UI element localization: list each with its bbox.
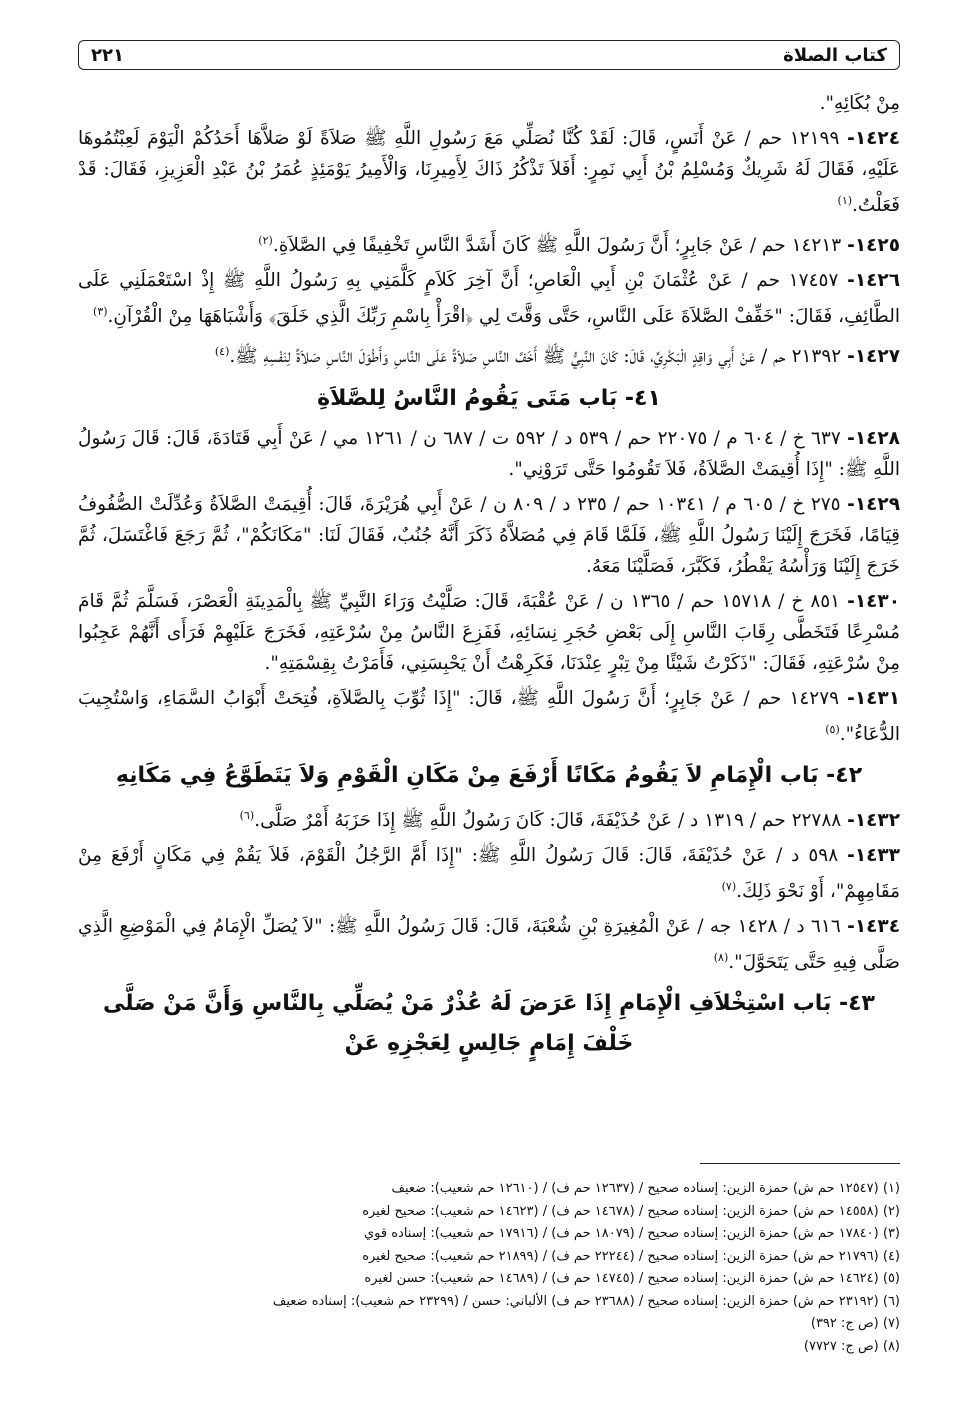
hadith-entry [78, 683, 900, 750]
footnote: (٦) (٢٣١٩٢ حم ش) حمزة الزين: إسناده صحيح / (٢٣٦٨٨ حم ف) الألباني: حسن / (٢٣٢٩٩ حم شعيب): إسناده ضعيف [272, 1293, 900, 1309]
hadith-entry [78, 911, 900, 978]
hadith-text: ٢٢٧٨٨ حم / ١٣١٩ د / عَنْ حُذَيْفَةَ، قَالَ: كَانَ رَسُولُ اللَّهِ ﷺ إِذَا حَزَبَهُ أَمْرٌ صَلَّى. [254, 809, 842, 831]
hadith-entry [78, 586, 900, 679]
hadith-entry [78, 336, 900, 372]
hadith-text: ١٧٤٥٧ حم / عَنْ عُثْمَانَ بْنِ أَبِي الْعَاصِ؛ أَنَّ آخِرَ كَلاَمٍ كَلَّمَنِي بِهِ رَسُولُ اللَّهِ ﷺ إِذْ اسْتَعْمَلَنِي عَلَى الطَّائِفِ، فَقَالَ: "خَفِّفْ الصَّلاَةَ عَلَى النَّاسِ، حَتَّى وَقَّتَ لِي ﴿اقْرَأْ بِاسْمِ رَبِّكَ الَّذِي خَلَقَ﴾ وَأَشْبَاهَهَا مِنْ الْقُرْآنِ. [78, 270, 900, 328]
footnote-separator [700, 1163, 900, 1164]
hadith-number: ١٤٢٤- [847, 128, 900, 149]
footnotes [78, 1178, 900, 1358]
footnote-ref[interactable]: (٢) [258, 234, 273, 248]
footnote-ref[interactable]: (٣) [93, 305, 108, 319]
footnote: (٥) (١٤٦٢٤ حم ش) حمزة الزين: إسناده صحيح / (١٤٧٤٥ حم ف) / (١٤٦٨٩ حم شعيب): حسن لغيره [364, 1271, 900, 1286]
hadith-text: ٢١٣٩٢ حم / عَنْ أَبِي وَاقِدٍ الْبَكْرِيِّ، قَالَ: كَانَ النَّبِيُّ ﷺ أَخَفَّ النَّاسِ صَلاَةً عَلَى النَّاسِ وَأَطْوَلَ النَّاسِ صَلاَةً لِنَفْسِهِ ﷺ. [229, 346, 842, 368]
hadith-entry [78, 489, 900, 582]
footnote-ref[interactable]: (١) [837, 194, 853, 207]
hadith-entry [78, 225, 900, 261]
hadith-number: ١٤٣٤- [847, 916, 900, 938]
hadith-entry [78, 265, 900, 332]
footnote: (٧) (ص ج: ٣٩٢) [810, 1316, 900, 1331]
hadith-text: ٦١٦ د / ١٤٢٨ جه / عَنْ الْمُغِيرَةِ بْنِ شُعْبَةَ، قَالَ: قَالَ رَسُولُ اللَّهِ ﷺ: "لاَ يُصَلِّ الْإِمَامُ فِي الْمَوْضِعِ الَّذِي صَلَّى فِيهِ حَتَّى يَتَحَوَّلَ". [78, 916, 900, 974]
hadith-text: ١٢١٩٩ حم / عَنْ أَنَسٍ، قَالَ: لَقَدْ كُنَّا نُصَلِّي مَعَ رَسُولِ اللَّهِ ﷺ صَلاَةً لَوْ صَلاَّهَا أَحَدُكُمْ الْيَوْمَ لَعِبْتُمُوهَا عَلَيْهِ، فَقَالَ لَهُ شَرِيكٌ وَمُسْلِمُ بْنُ أَبِي نَمِرٍ: أَفَلاَ تَذْكُرُ ذَاكَ لِأَمِيرِنَا، وَالْأَمِيرُ يَوْمَئِذٍ عُمَرُ بْنُ عَبْدِ الْعَزِيزِ، فَقَالَ: قَدْ فَعَلْتُ. [78, 128, 900, 217]
hadith-entry [78, 123, 900, 221]
footnote: (٣) (١٧٨٤٠ حم ش) حمزة الزين: إسناده صحيح / (١٨٠٧٩ حم ف) / (١٧٩١٦ حم شعيب): إسناده قوي [363, 1226, 900, 1241]
footnote: (٤) (٢١٧٩٦ حم ش) حمزة الزين: إسناده صحيح / (٢٢٢٤٤ حم ف) / (٢١٨٩٩ حم شعيب): صحيح لغيره [362, 1248, 900, 1264]
hadith-entry [78, 423, 900, 485]
footnote: (٢) (١٤٥٥٨ حم ش) حمزة الزين: إسناده صحيح / (١٤٦٧٨ حم ف) / (١٤٦٢٣ حم شعيب): صحيح لغيره [362, 1203, 900, 1219]
hadith-number: ١٤٣٣- [847, 844, 900, 866]
footnote: (١) (١٢٥٤٧ حم ش) حمزة الزين: إسناده صحيح / (١٢٦٣٧ حم ف) / (١٢٦١٠ حم شعيب): ضعيف [391, 1181, 900, 1196]
hadith-number: ١٤٣٢- [847, 809, 900, 831]
hadith-number: ١٤٣٠- [847, 590, 900, 612]
footnote-ref[interactable]: (٥) [825, 722, 840, 736]
footnote-ref[interactable]: (٦) [239, 808, 255, 822]
intro-line: مِنْ بُكَائِهِ". [819, 93, 900, 114]
chapter-heading: ٤٣- بَاب اسْتِخْلاَفِ الْإِمَامِ إِذَا عَرَضَ لَهُ عُذْرٌ مَنْ يُصَلِّي بِالنَّاسِ وَأَنَّ مَنْ صَلَّى خَلْفَ إِمَامٍ جَالِسٍ لِعَجْزِهِ عَنْ [103, 991, 875, 1057]
hadith-number: ١٤٣١- [847, 687, 900, 709]
chapter-heading: ٤١- بَاب مَتَى يَقُومُ النَّاسُ لِلصَّلاَةِ [317, 385, 661, 411]
hadith-number: ١٤٢٨- [847, 427, 900, 449]
hadith-text: ٨٥١ خ / ١٥٧١٨ حم / ١٣٦٥ ن / عَنْ عُقْبَةَ، قَالَ: صَلَّيْتُ وَرَاءَ النَّبِيِّ ﷺ بِالْمَدِينَةِ الْعَصْرَ، فَسَلَّمَ ثُمَّ قَامَ مُسْرِعًا فَتَخَطَّى رِقَابَ النَّاسِ إِلَى بَعْضِ حُجَرِ نِسَائِهِ، فَفَزِعَ النَّاسُ مِنْ سُرْعَتِهِ، فَخَرَجَ عَلَيْهِمْ فَرَأَى أَنَّهُمْ عَجِبُوا مِنْ سُرْعَتِهِ، فَقَالَ: "ذَكَرْتُ شَيْئًا مِنْ تِبْرٍ عِنْدَنَا، فَكَرِهْتُ أَنْ يَحْبِسَنِي، فَأَمَرْتُ بِقِسْمَتِهِ". [78, 590, 900, 674]
hadith-entry [78, 800, 900, 836]
hadith-text: ٢٧٥ خ / ٦٠٥ م / ١٠٣٤١ حم / ٢٣٥ د / ٨٠٩ ن / عَنْ أَبِي هُرَيْرَةَ، قَالَ: أُقِيمَتْ الصَّلاَةُ وَعُدِّلَتْ الصُّفُوفُ قِيَامًا، فَخَرَجَ إِلَيْنَا رَسُولُ اللَّهِ ﷺ، فَلَمَّا قَامَ فِي مُصَلاَّهُ ذَكَرَ أَنَّهُ جُنُبٌ، فَقَالَ لَنَا: "مَكَانَكُمْ"، ثُمَّ رَجَعَ فَاغْتَسَلَ، ثُمَّ خَرَجَ إِلَيْنَا وَرَأْسُهُ يَقْطُرُ، فَكَبَّرَ، فَصَلَّيْنَا مَعَهُ. [78, 493, 900, 577]
footnote-ref[interactable]: (٧) [721, 879, 737, 893]
page-number: ٢٢١ [91, 44, 124, 66]
footnote-ref[interactable]: (٨) [713, 951, 729, 965]
page [78, 40, 900, 1068]
hadith-text: ٥٩٨ د / عَنْ حُذَيْفَةَ، قَالَ: قَالَ رَسُولُ اللَّهِ ﷺ: "إِذَا أَمَّ الرَّجُلُ الْقَوْمَ، فَلاَ يَقُمْ فِي مَكَانٍ أَرْفَعَ مِنْ مَقَامِهِمْ"، أَوْ نَحْوَ ذَلِكَ. [78, 844, 900, 903]
footnote: (٨) (ص ج: ٧٧٢٧) [803, 1338, 900, 1354]
hadith-text: ١٤٢٧٩ حم / عَنْ جَابِرٍ؛ أَنَّ رَسُولَ اللَّهِ ﷺ، قَالَ: "إِذَا ثُوِّبَ بِالصَّلاَةِ، فُتِحَتْ أَبْوَابُ السَّمَاءِ، وَاسْتُجِيبَ الدُّعَاءُ". [78, 687, 900, 745]
hadith-text: ١٤٢١٣ حم / عَنْ جَابِرٍ؛ أَنَّ رَسُولَ اللَّهِ ﷺ كَانَ أَشَدَّ النَّاسِ تَخْفِيفًا فِي الصَّلاَةِ. [272, 235, 842, 257]
footnote-ref[interactable]: (٤) [214, 345, 230, 359]
hadith-entry [78, 840, 900, 907]
page-header [78, 40, 900, 70]
hadith-number: ١٤٢٧- [847, 346, 900, 368]
hadith-number: ١٤٢٥- [847, 235, 900, 257]
hadith-text: ٦٣٧ خ / ٦٠٤ م / ٢٢٠٧٥ حم / ٥٣٩ د / ٥٩٢ ت / ٦٨٧ ن / ١٢٦١ مي / عَنْ أَبِي قَتَادَةَ، قَالَ: قَالَ رَسُولُ اللَّهِ ﷺ: "إِذَا أُقِيمَتْ الصَّلاَةُ، فَلاَ تَقُومُوا حَتَّى تَرَوْنِي". [78, 427, 900, 480]
hadith-number: ١٤٢٦- [847, 270, 900, 292]
page-body [78, 88, 900, 1064]
book-title: كتاب الصلاة [783, 44, 887, 66]
chapter-heading: ٤٢- بَاب الْإِمَامِ لاَ يَقُومُ مَكَانًا أَرْفَعَ مِنْ مَكَانِ الْقَوْمِ وَلاَ يَتَطَوَّعُ فِي مَكَانِهِ [115, 762, 863, 788]
hadith-number: ١٤٢٩- [847, 493, 900, 515]
